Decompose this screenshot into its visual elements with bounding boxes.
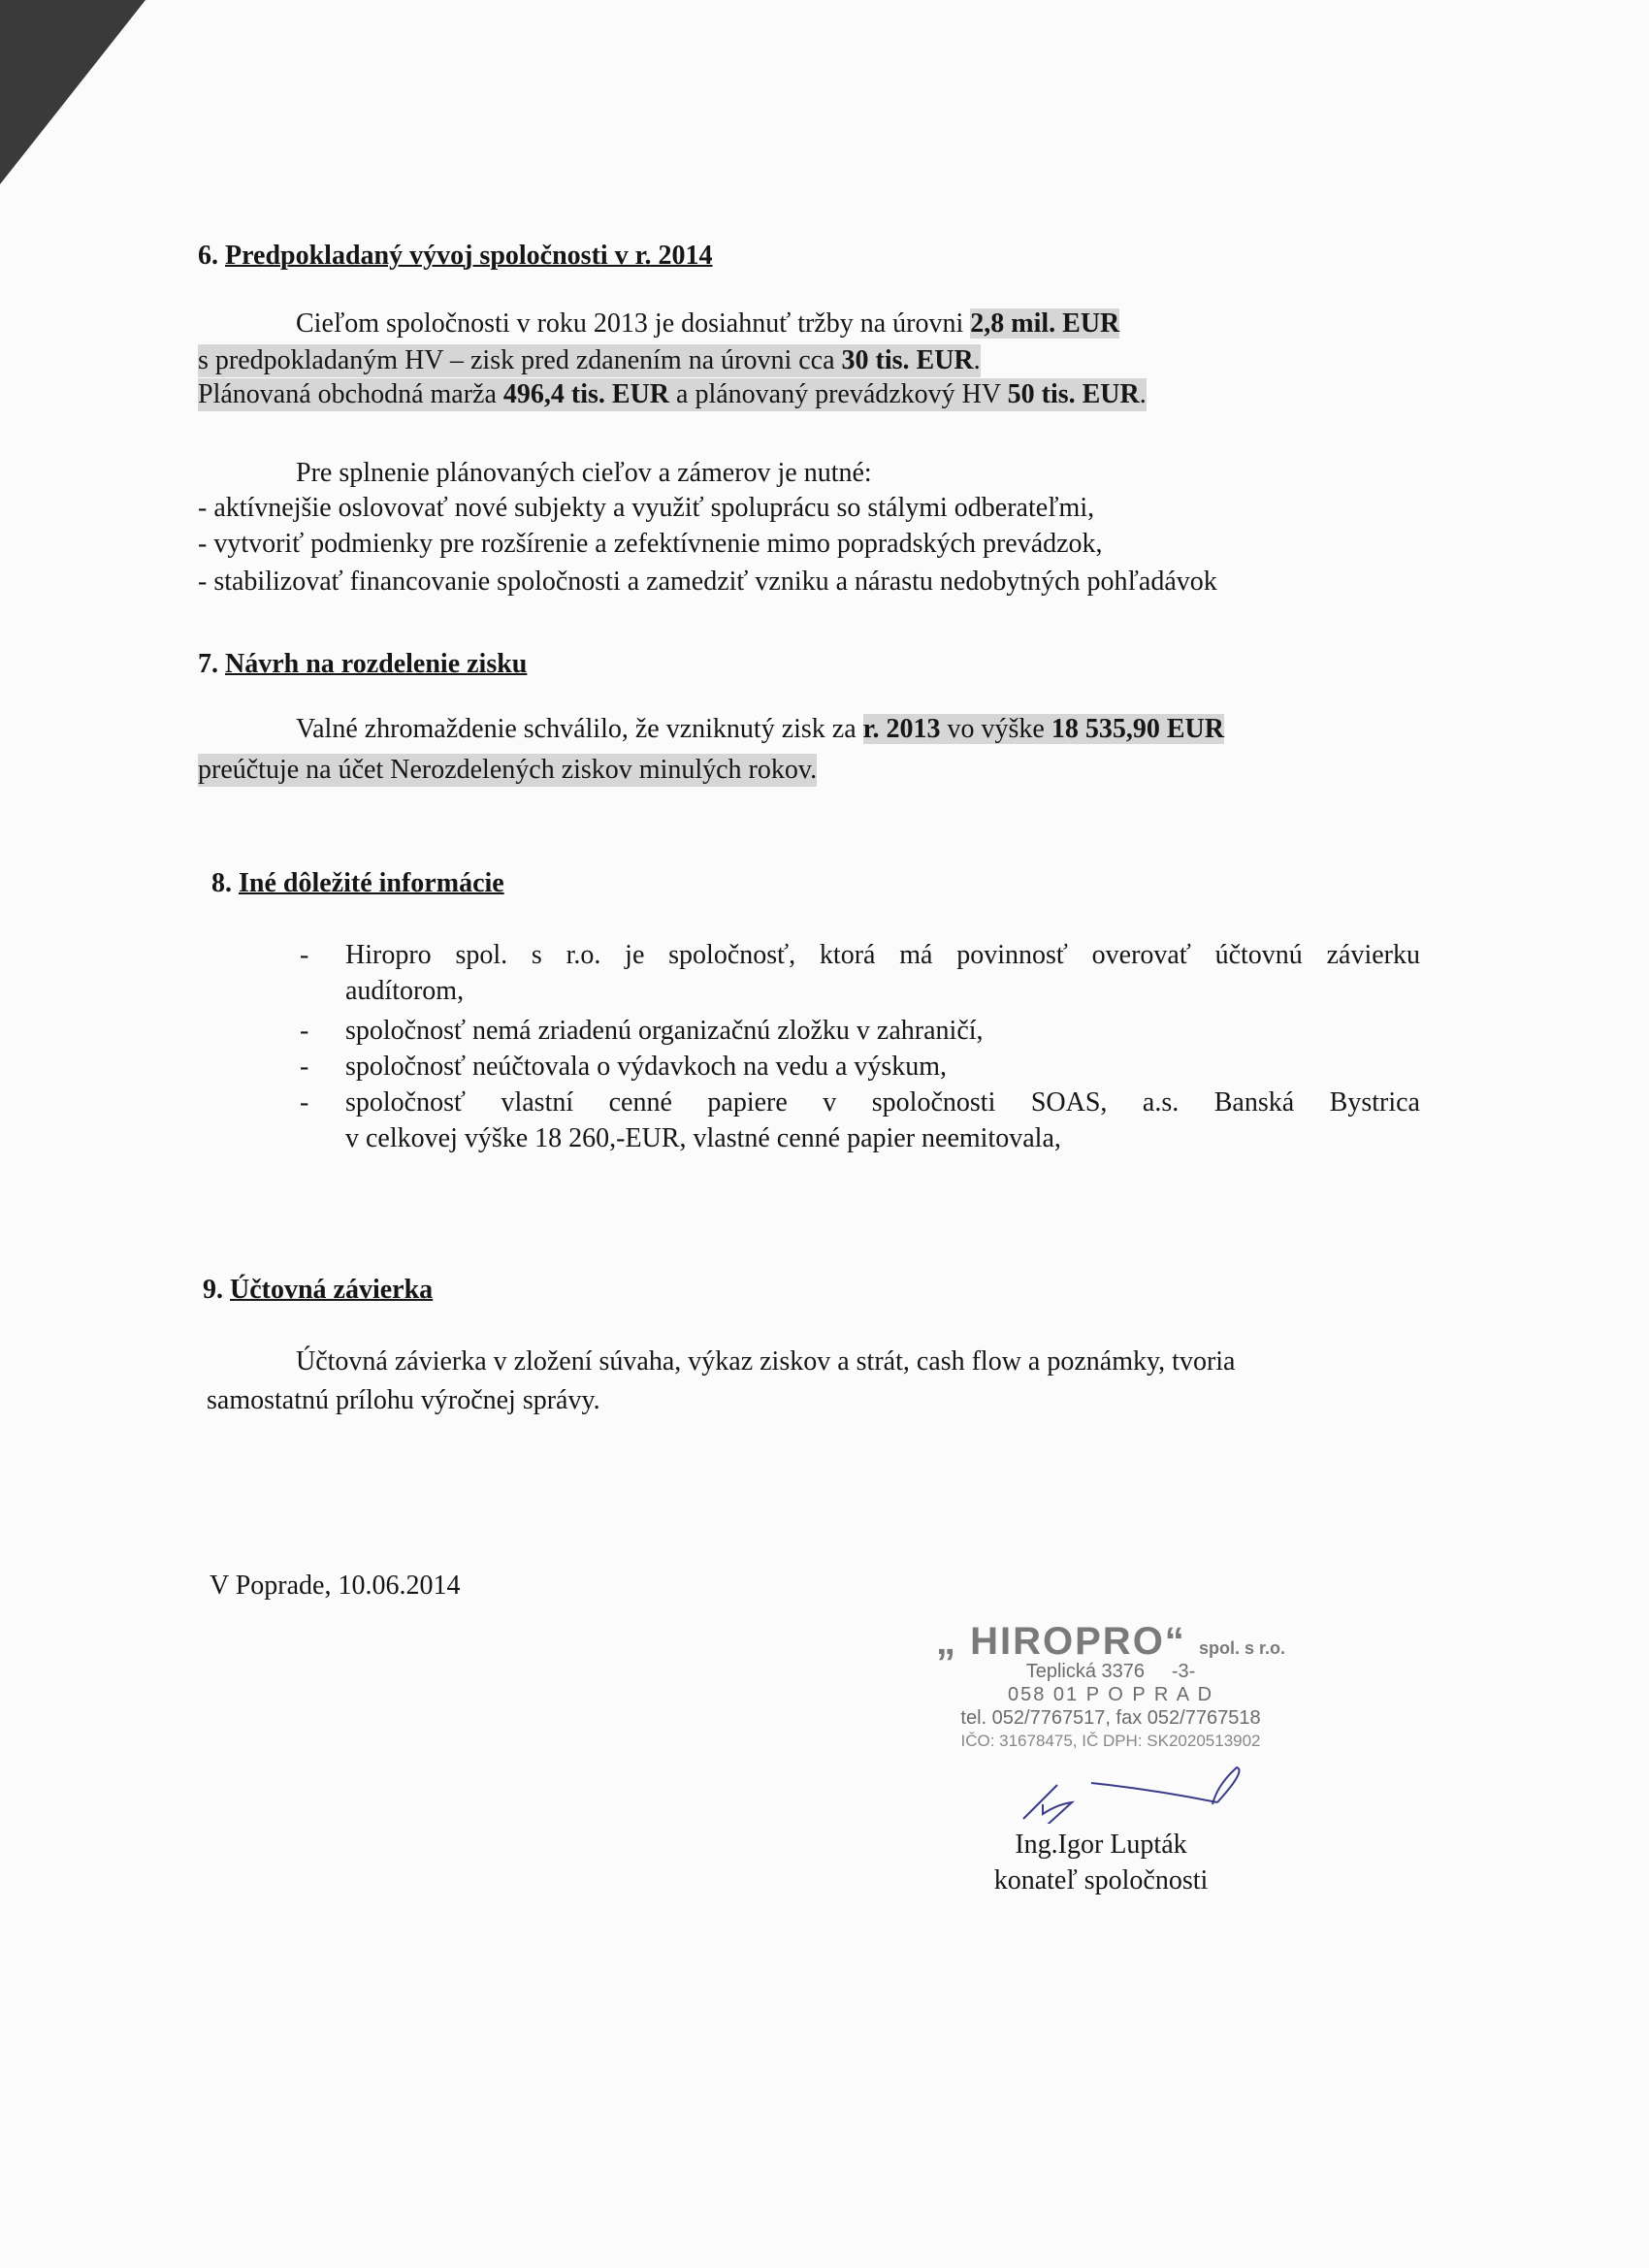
s9-line-2: samostatnú prílohu výročnej správy. [207,1385,600,1415]
s6-line-1: Cieľom spoločnosti v roku 2013 je dosiahnuť tržby na úrovni 2,8 mil. EUR [296,308,1120,339]
place-date: V Poprade, 10.06.2014 [210,1571,461,1601]
s7-line-2: preúčtuje na účet Nerozdelených ziskov minulých rokov. [198,755,818,785]
s9-line-1: Účtovná závierka v zložení súvaha, výkaz ziskov a strát, cash flow a poznámky, tvoria [296,1346,1236,1377]
s8-list-item: - Hiropro spol. s r.o. je spoločnosť, ktorá má povinnosť overovať účtovnú závierku audítorom, [300,940,1420,1006]
signatory-role: konateľ spoločnosti [993,1865,1209,1895]
s6-intro: Pre splnenie plánovaných cieľov a zámerov je nutné: [296,458,872,488]
s6-bullet: - stabilizovať financovanie spoločnosti a zamedziť vzniku a nárastu nedobytných pohľadávok [198,567,1217,597]
section-9-heading: 9. Účtovná závierka [203,1275,434,1305]
s7-line-1: Valné zhromaždenie schválilo, že vzniknutý zisk za r. 2013 vo výške 18 535,90 EUR [296,714,1224,744]
section-7-heading: 7. Návrh na rozdelenie zisku [198,649,528,679]
s6-bullet: - aktívnejšie oslovovať nové subjekty a využiť spoluprácu so stálymi odberateľmi, [198,493,1095,523]
company-stamp: „ HIROPRO“ spol. s r.o. Teplická 3376 -3- 058 01 P O P R A D tel. 052/7767517, fax 052/7767518 IČO: 31678475, IČ DPH: SK2020513902 [936,1620,1285,1750]
s6-bullet: - vytvoriť podmienky pre rozšírenie a zefektívnenie mimo popradských prevádzok, [198,529,1103,559]
s6-line-3: Plánovaná obchodná marža 496,4 tis. EUR a plánovaný prevádzkový HV 50 tis. EUR. [198,379,1147,409]
s8-list-item: - spoločnosť neúčtovala o výdavkoch na vedu a výskum, [300,1052,948,1082]
section-8-heading: 8. Iné dôležité informácie [211,868,504,898]
s8-list-item: - spoločnosť vlastní cenné papiere v spoločnosti SOAS, a.s. Banská Bystrica v celkovej výške 18 260,-EUR, vlastné cenné papier neemitovala, [300,1087,1420,1153]
s6-line-2: s predpokladaným HV – zisk pred zdanením na úrovni cca 30 tis. EUR. [198,345,981,375]
s8-list-item: - spoločnosť nemá zriadenú organizačnú zložku v zahraničí, [300,1016,984,1046]
section-6-heading: 6. Predpokladaný vývoj spoločnosti v r. 2014 [198,241,713,271]
signatory-name: Ing.Igor Lupták [1015,1830,1187,1860]
scan-corner-fold [0,0,146,184]
signature [1018,1766,1242,1824]
